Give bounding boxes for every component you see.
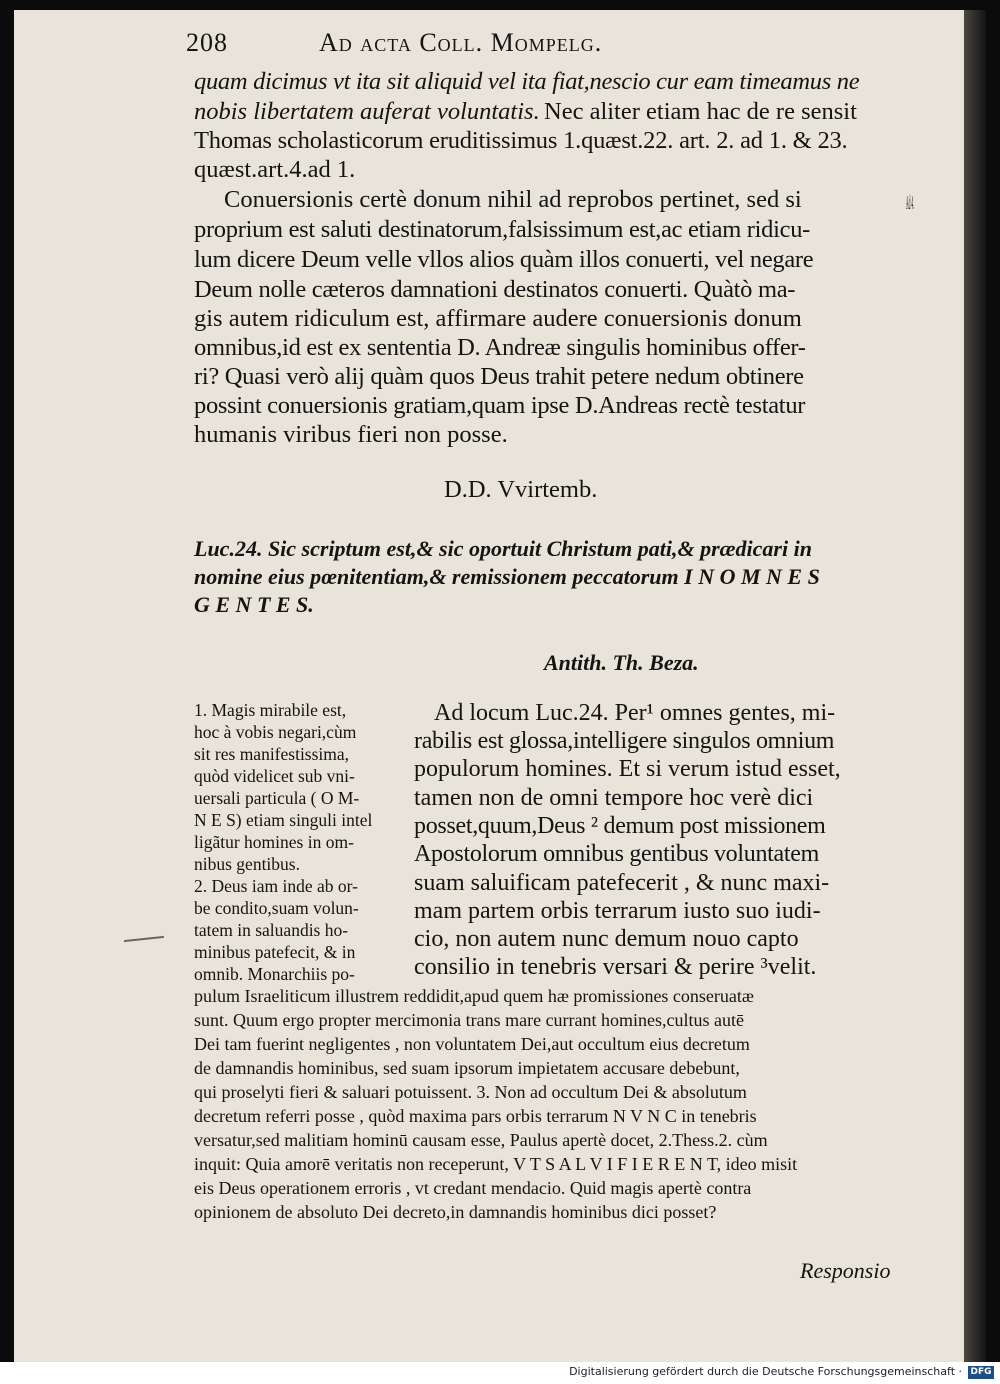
footnote-line-6: decretum referri posse , quòd maxima pars orbis terrarum N V N C in tenebris [194, 1106, 757, 1126]
footnote-line-2: sunt. Quum ergo propter mercimonia trans mare currant homines,cultus autē [194, 1010, 745, 1030]
side-note-9: 2. Deus iam inde ab or- [194, 876, 358, 896]
side-note-4: quòd videlicet sub vni- [194, 766, 355, 786]
footnote-line-1: pulum Israeliticum illustrem reddidit,apud quem hæ promissiones conseruatæ [194, 986, 754, 1006]
side-note-3: sit res manifestissima, [194, 744, 350, 764]
footnote-line-7: versatur,sed malitiam hominū causam esse, Paulus apertè docet, 2.Thess.2. cùm [194, 1130, 768, 1150]
catchword: Responsio [800, 1258, 891, 1283]
quote-line-2: nomine eius pœnitentiam,& remissionem peccatorum I N O M N E S [194, 564, 820, 589]
section-heading: D.D. Vvirtemb. [444, 476, 598, 503]
para2-line-1: Conuersionis certè donum nihil ad reprobos pertinet, sed si [224, 186, 802, 213]
scanned-page [14, 10, 964, 1362]
main-line-3: populorum homines. Et si verum istud esset, [414, 756, 841, 782]
para1-line-2b: Nec aliter etiam hac de re sensit [544, 98, 857, 125]
footnote-line-3: Dei tam fuerint negligentes , non voluntatem Dei,aut occultum eius decretum [194, 1034, 750, 1054]
side-note-11: tatem in saluandis ho- [194, 920, 349, 940]
ink-mark [124, 936, 164, 942]
para1-line-3: Thomas scholasticorum eruditissimus 1.quæst.22. art. 2. ad 1. & 23. [194, 127, 848, 154]
side-note-13: omnib. Monarchiis po- [194, 964, 355, 984]
side-note-7: ligãtur homines in om- [194, 832, 354, 852]
main-line-9: cio, non autem nunc demum nouo capto [414, 926, 799, 952]
antithesis-heading: Antith. Th. Beza. [544, 650, 699, 675]
quote-line-3: G E N T E S. [194, 592, 314, 617]
para2-line-5: gis autem ridiculum est, affirmare audere conuersionis donum [194, 305, 802, 332]
para1-line-2a: nobis libertatem auferat voluntatis. [194, 98, 540, 125]
footnote-line-4: de damnandis hominibus, sed suam ipsorum impietatem accusare debebunt, [194, 1058, 740, 1078]
quote-line-1: Luc.24. Sic scriptum est,& sic oportuit Christum pati,& prædicari in [194, 536, 812, 561]
side-note-10: be condito,suam volun- [194, 898, 359, 918]
main-line-4: tamen non de omni tempore hoc verè dici [414, 785, 814, 811]
margin-note: Ad 4. [906, 192, 915, 214]
main-line-2: rabilis est glossa,intelligere singulos omnium [414, 728, 835, 754]
page-edge-shadow [964, 10, 986, 1362]
para2-line-4: Deum nolle cæteros damnationi destinatos conuerti. Quàtò ma- [194, 276, 796, 303]
side-note-1: 1. Magis mirabile est, [194, 700, 347, 720]
main-line-5: posset,quum,Deus ² demum post missionem [414, 813, 826, 839]
page-number: 208 [186, 28, 228, 57]
para2-line-2: proprium est saluti destinatorum,falsissimum est,ac etiam ridicu- [194, 216, 811, 243]
footnote-line-10: opinionem de absoluto Dei decreto,in damnandis hominibus dici posset? [194, 1202, 717, 1222]
main-line-8: mam partem orbis terrarum iusto suo iudi- [414, 898, 821, 924]
side-note-8: nibus gentibus. [194, 854, 300, 874]
para2-line-6: omnibus,id est ex sententia D. Andreæ singulis hominibus offer- [194, 334, 806, 361]
para2-line-8: possint conuersionis gratiam,quam ipse D.Andreas rectè testatur [194, 392, 806, 419]
footer-bar [0, 1362, 1000, 1384]
footnote-line-9: eis Deus operationem erroris , vt credant mendacio. Quid magis apertè contra [194, 1178, 752, 1198]
para1-line-4: quæst.art.4.ad 1. [194, 156, 356, 183]
para1-line-1: quam dicimus vt ita sit aliquid vel ita fiat,nescio cur eam timeamus ne [194, 68, 860, 95]
para2-line-9: humanis viribus fieri non posse. [194, 421, 508, 448]
running-title: Ad acta Coll. Mompelg. [319, 28, 603, 57]
main-line-6: Apostolorum omnibus gentibus voluntatem [414, 841, 819, 867]
dfg-logo: DFG [968, 1366, 994, 1379]
footer-credit: Digitalisierung gefördert durch die Deutsche Forschungsgemeinschaft · [569, 1365, 962, 1378]
main-line-10: consilio in tenebris versari & perire ³velit. [414, 954, 817, 980]
side-note-12: minibus patefecit, & in [194, 942, 356, 962]
side-note-2: hoc à vobis negari,cùm [194, 722, 357, 742]
side-note-5: uersali particula ( O M- [194, 788, 360, 808]
main-line-1: Ad locum Luc.24. Per¹ omnes gentes, mi- [434, 700, 836, 726]
main-line-7: suam saluificam patefecerit , & nunc maxi- [414, 870, 830, 896]
footnote-line-5: qui proselyti fieri & saluari potuissent. 3. Non ad occultum Dei & absolutum [194, 1082, 747, 1102]
footnote-line-8: inquit: Quia amorē veritatis non receperunt, V T S A L V I F I E R E N T, ideo misit [194, 1154, 798, 1174]
para2-line-7: ri? Quasi verò alij quàm quos Deus trahit petere nedum obtinere [194, 363, 804, 390]
side-note-6: N E S) etiam singuli intel [194, 810, 373, 830]
para2-line-3: lum dicere Deum velle vllos alios quàm illos conuerti, vel negare [194, 246, 814, 273]
